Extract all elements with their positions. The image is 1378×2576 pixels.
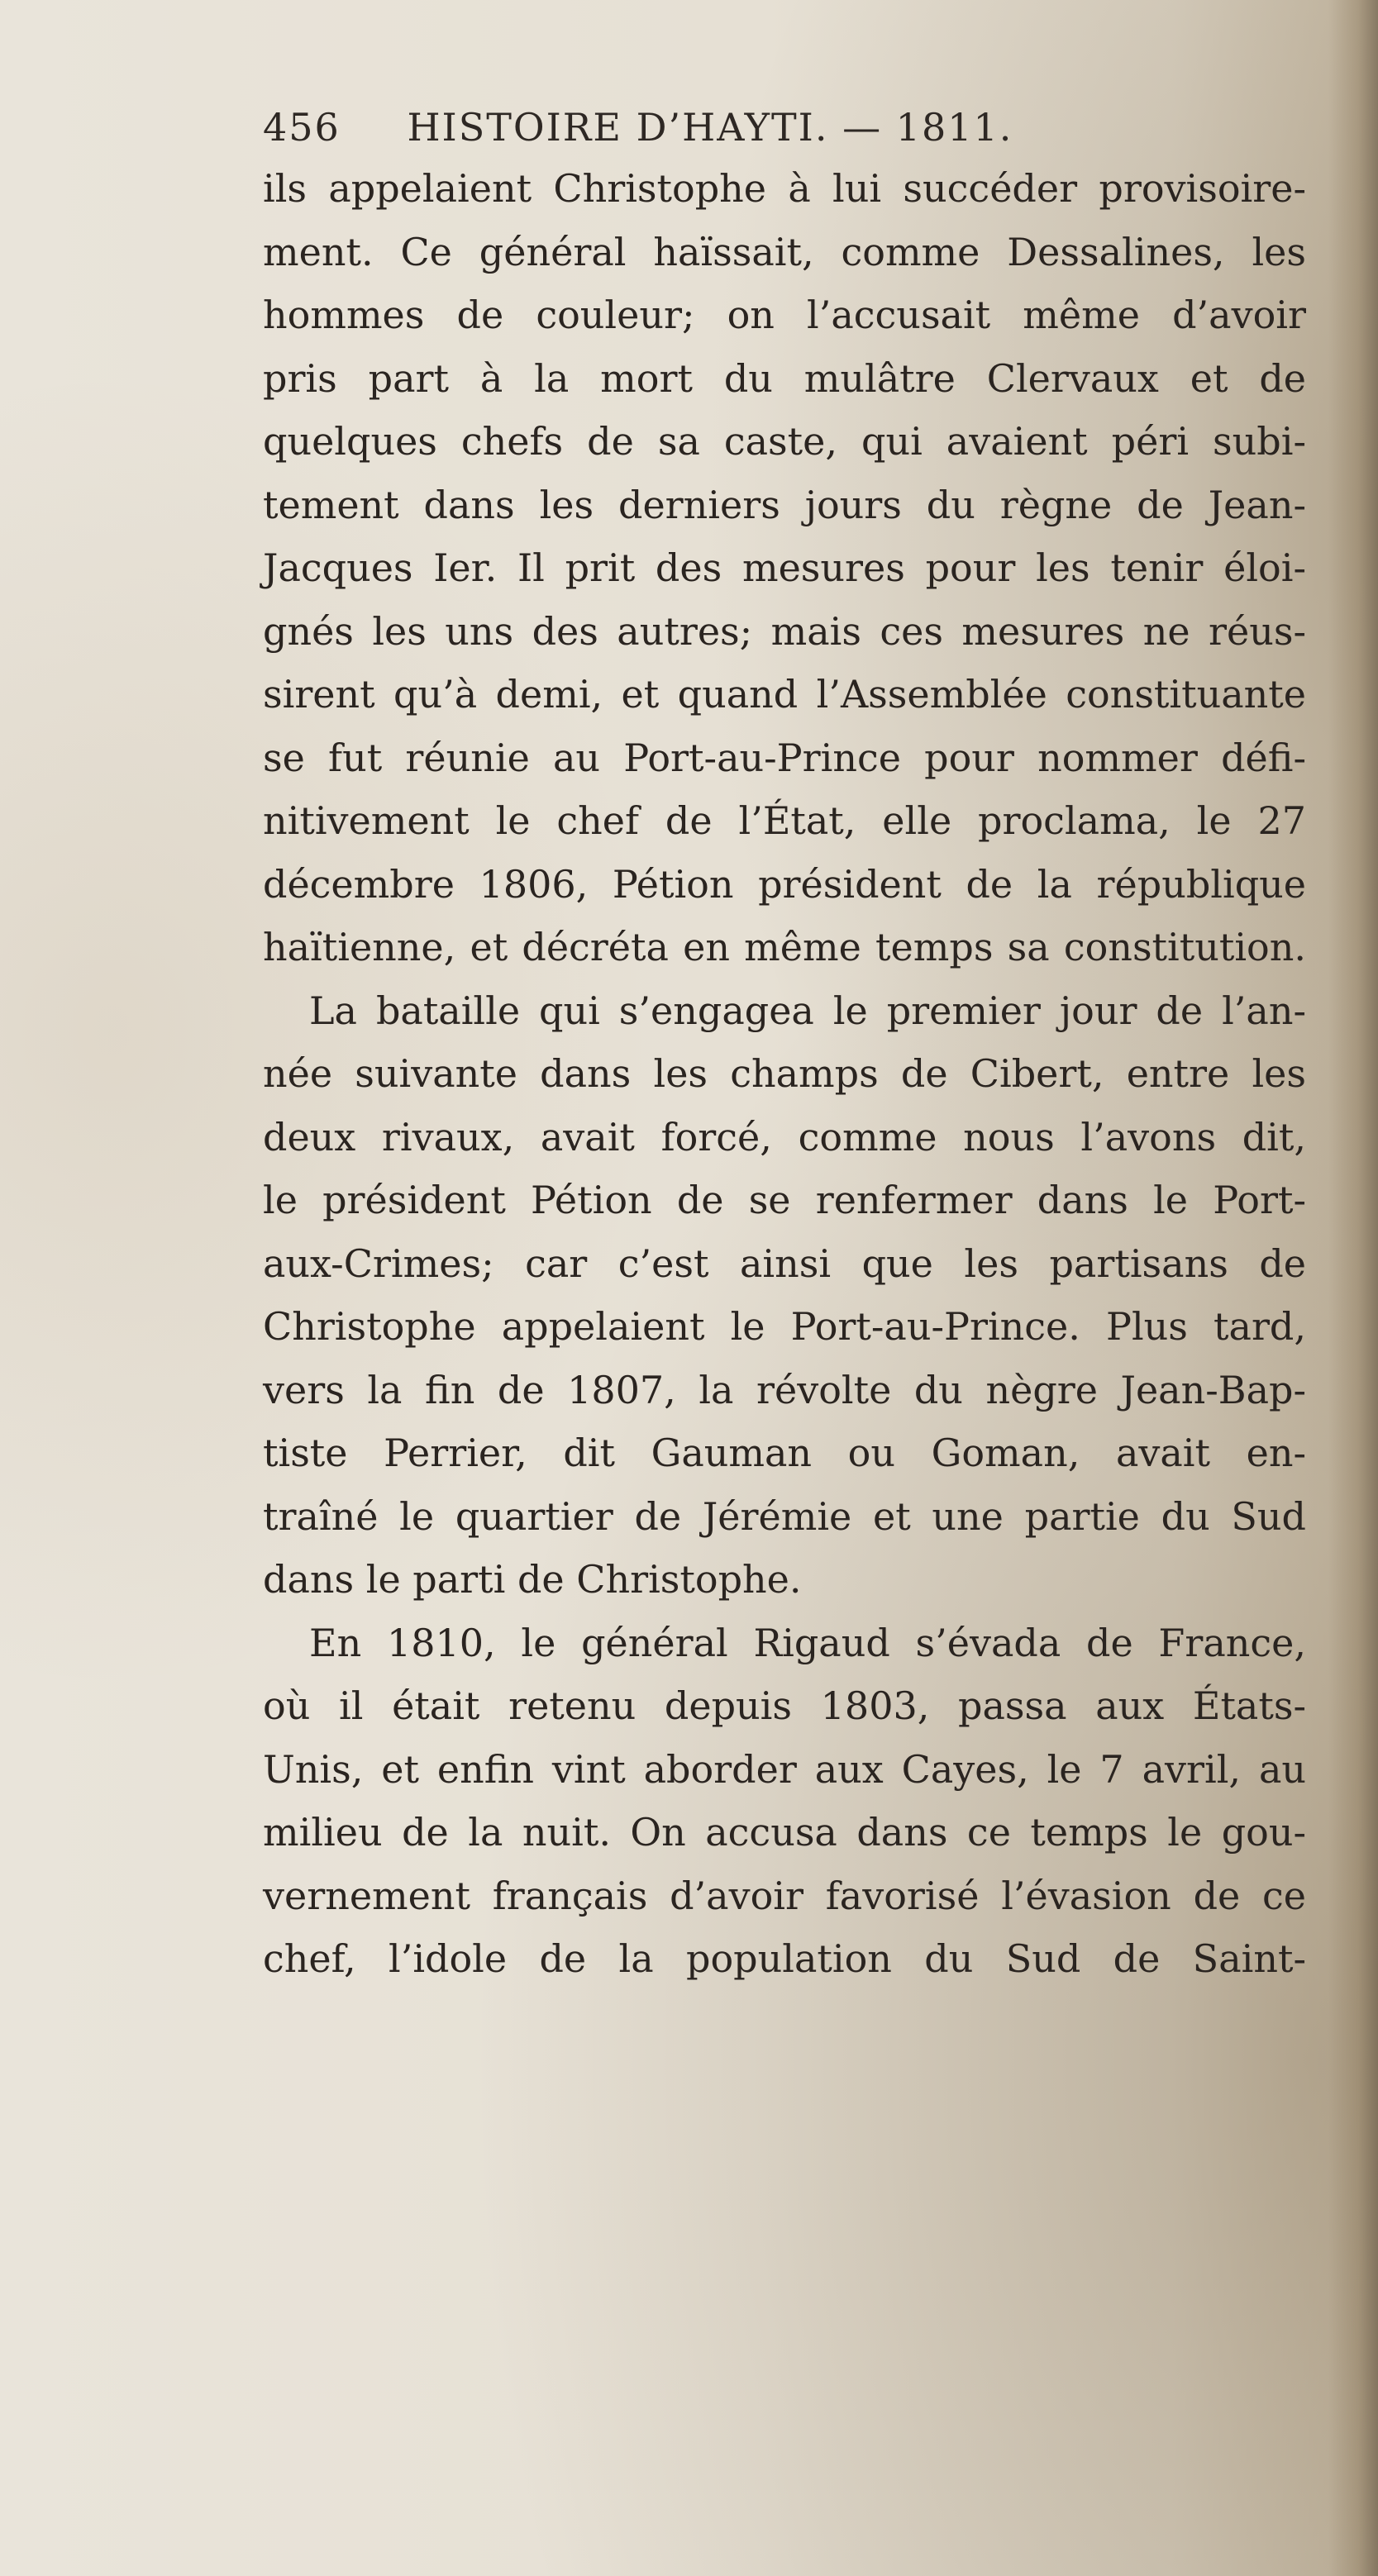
text-line: vernement français d’avoir favorisé l’évasion de ce <box>263 1873 1306 1918</box>
text-line: sirent qu’à demi, et quand l’Assemblée constituante <box>263 672 1306 717</box>
text-line: haïtienne, et décréta en même temps sa constitution. <box>263 925 1306 969</box>
text-block <box>263 98 1306 1991</box>
text-line: le président Pétion de se renfermer dans le Port- <box>263 1178 1306 1222</box>
text-line: hommes de couleur; on l’accusait même d’avoir <box>263 293 1306 337</box>
text-line: milieu de la nuit. On accusa dans ce temps le gou- <box>263 1810 1306 1855</box>
text-line: se fut réunie au Port-au-Prince pour nommer défi- <box>263 735 1306 780</box>
paragraph-end-line: dans le parti de Christophe. <box>263 1557 802 1602</box>
text-line: gnés les uns des autres; mais ces mesures ne réus- <box>263 608 1306 654</box>
text-line: Unis, et enfin vint aborder aux Cayes, le 7 avril, au <box>263 1746 1306 1792</box>
text-line: chef, l’idole de la population du Sud de Saint- <box>263 1936 1306 1981</box>
text-line: quelques chefs de sa caste, qui avaient péri subi- <box>263 419 1306 464</box>
text-line: ils appelaient Christophe à lui succéder provisoire- <box>263 166 1306 211</box>
text-line: Jacques Ier. Il prit des mesures pour les tenir éloi- <box>263 545 1306 590</box>
text-line: tiste Perrier, dit Gauman ou Goman, avait en- <box>263 1431 1306 1475</box>
page-number: 456 <box>263 105 341 150</box>
text-line: aux-Crimes; car c’est ainsi que les partisans de <box>263 1240 1306 1286</box>
text-line: vers la fin de 1807, la révolte du nègre Jean-Bap- <box>263 1367 1306 1412</box>
text-line: où il était retenu depuis 1803, passa aux États- <box>263 1683 1306 1728</box>
text-line: décembre 1806, Pétion président de la république <box>263 861 1306 907</box>
page-edge-shadow <box>1328 0 1378 2576</box>
text-line: nitivement le chef de l’État, elle proclama, le 27 <box>263 798 1306 843</box>
text-line: Christophe appelaient le Port-au-Prince. Plus tard, <box>263 1304 1306 1349</box>
text-line: deux rivaux, avait forcé, comme nous l’avons dit, <box>263 1114 1306 1159</box>
text-line: traîné le quartier de Jérémie et une partie du Sud <box>263 1493 1306 1539</box>
text-line: née suivante dans les champs de Cibert, entre les <box>263 1051 1306 1096</box>
running-title: HISTOIRE D’HAYTI. — 1811. <box>407 105 1013 150</box>
running-head <box>263 98 1306 157</box>
text-line: ment. Ce général haïssait, comme Dessalines, les <box>263 229 1306 274</box>
text-line: pris part à la mort du mulâtre Clervaux et de <box>263 355 1306 401</box>
text-line: tement dans les derniers jours du règne de Jean- <box>263 482 1306 527</box>
paragraph-start-line: La bataille qui s’engagea le premier jour de l’an- <box>309 988 1306 1033</box>
paragraph-start-line: En 1810, le général Rigaud s’évada de France, <box>309 1620 1306 1665</box>
